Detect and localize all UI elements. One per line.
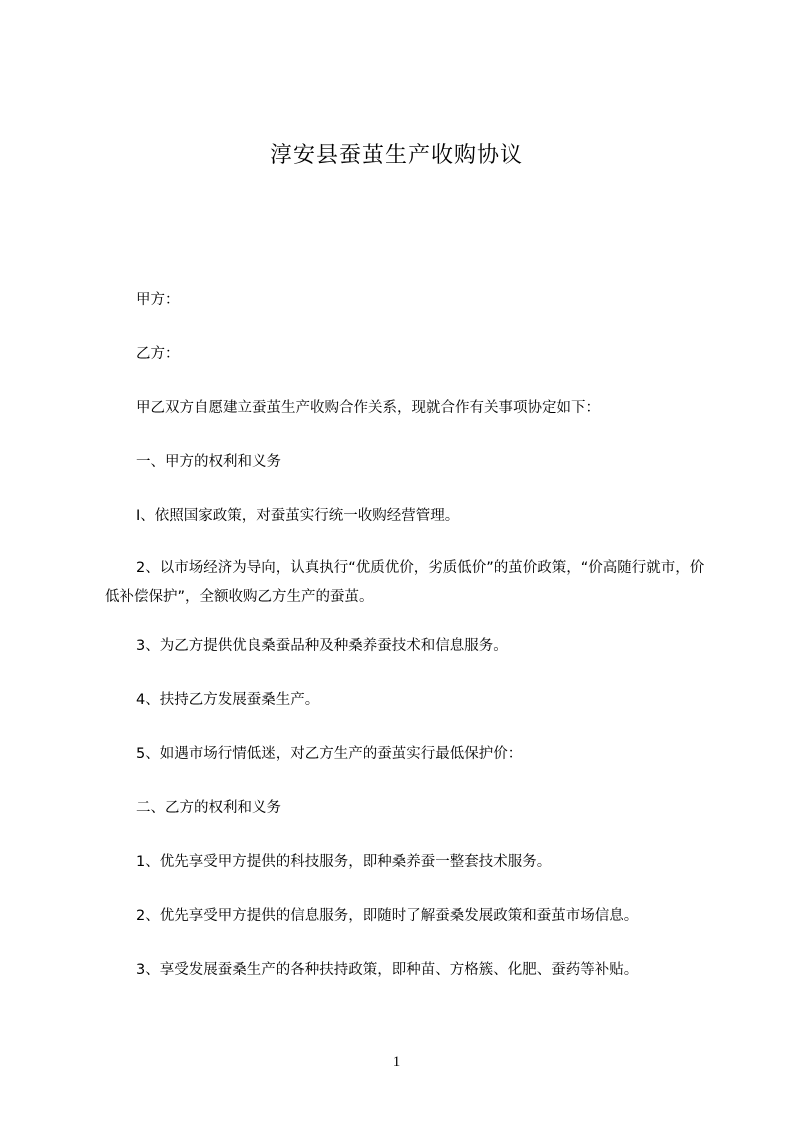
- document-title: 淳安县蚕茧生产收购协议: [269, 143, 523, 168]
- section-2-heading: 二、乙方的权利和义务: [136, 800, 281, 816]
- section-2-item: 2、优先享受甲方提供的信息服务，即随时了解蚕桑发展政策和蚕茧市场信息。: [136, 908, 639, 924]
- section-1-heading: 一、甲方的权利和义务: [136, 454, 281, 470]
- section-1-item: 5、如遇市场行情低迷，对乙方生产的蚕茧实行最低保护价：: [136, 746, 523, 762]
- section-1-item: 4、扶持乙方发展蚕桑生产。: [136, 692, 320, 708]
- party-a-label: 甲方：: [136, 292, 180, 308]
- section-1-item: I、依照国家政策，对蚕茧实行统一收购经营管理。: [136, 508, 460, 524]
- section-1-item: 2、以市场经济为导向，认真执行“优质优价，劣质低价”的茧价政策，“价高随行就市，价低补偿保护”，全额收购乙方生产的蚕茧。: [105, 560, 705, 605]
- section-2-item: 3、享受发展蚕桑生产的各种扶持政策，即种苗、方格簇、化肥、蚕药等补贴。: [136, 962, 639, 978]
- section-1-item: 3、为乙方提供优良桑蚕品种及种桑养蚕技术和信息服务。: [136, 638, 508, 654]
- section-2-item: 1、优先享受甲方提供的科技服务，即种桑养蚕一整套技术服务。: [136, 854, 552, 870]
- intro-paragraph: 甲乙双方自愿建立蚕茧生产收购合作关系，现就合作有关事项协定如下：: [136, 400, 600, 416]
- page-number: 1: [392, 1054, 401, 1070]
- party-b-label: 乙方：: [136, 346, 180, 362]
